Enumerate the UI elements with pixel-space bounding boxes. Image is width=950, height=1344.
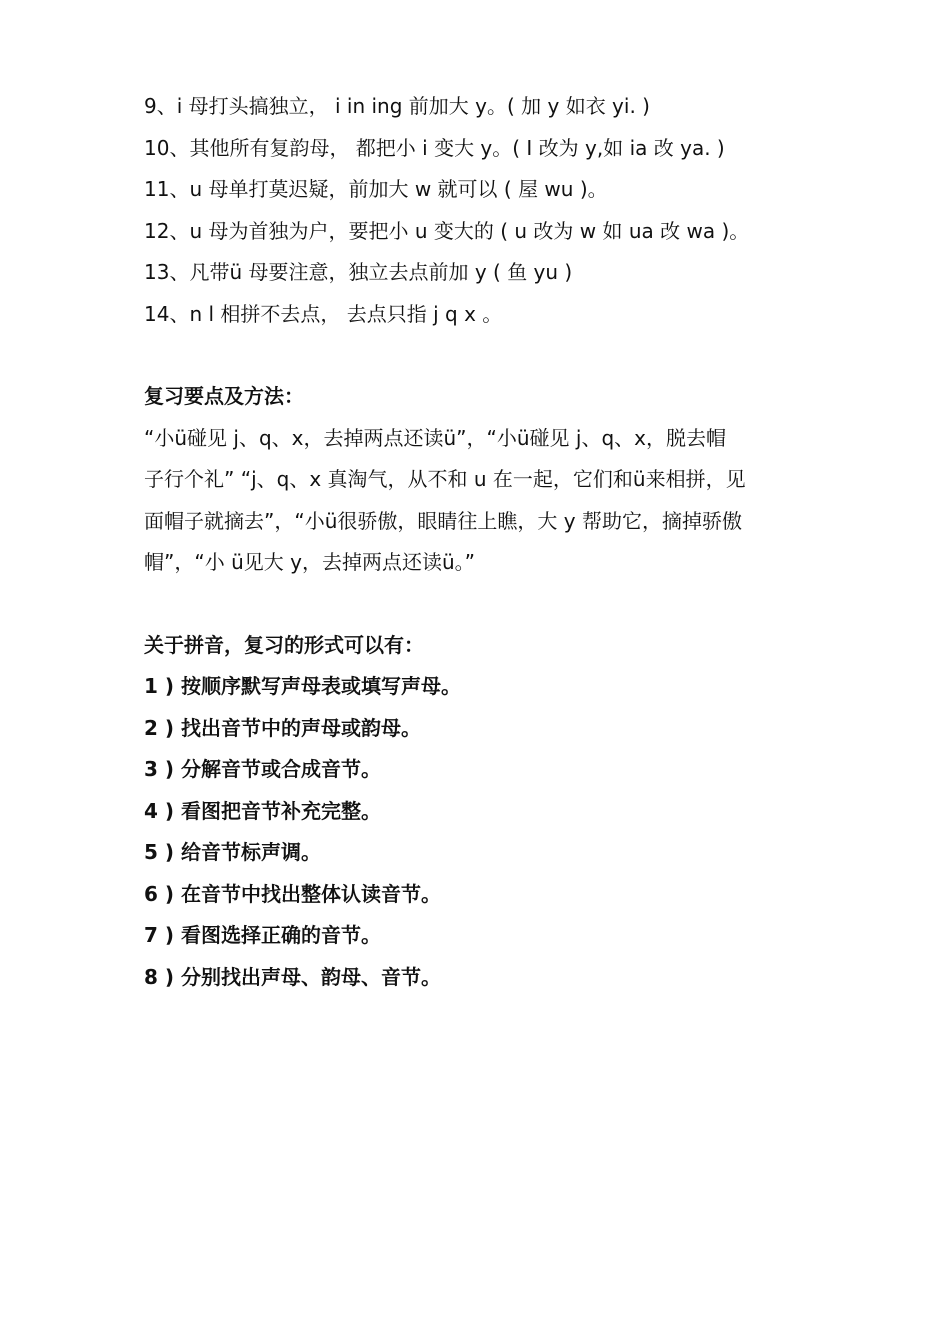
rule-line: 13、凡带ü 母要注意，独立去点前加 y ( 鱼 yu ) <box>144 260 573 284</box>
rule-line: 10、其他所有复韵母， 都把小 i 变大 y。( I 改为 y,如 ia 改 ya. ) <box>144 135 725 160</box>
review-line: “小ü碰见 j、q、x，去掉两点还读ü”，“小ü碰见 j、q、x，脱去帽 <box>144 425 727 450</box>
form-item: 3 ) 分解音节或合成音节。 <box>144 757 381 781</box>
form-item: 4 ) 看图把音节补充完整。 <box>144 798 381 823</box>
review-line: 子行个礼” “j、q、x 真淘气，从不和 u 在一起，它们和ü来相拼，见 <box>144 467 746 491</box>
review-line: 帽”，“小 ü见大 y，去掉两点还读ü。” <box>144 550 475 574</box>
rule-line: 9、i 母打头搞独立， i in ing 前加大 y。( 加 y 如衣 yi. ) <box>144 94 650 118</box>
review-heading: 复习要点及方法： <box>144 384 304 408</box>
form-item: 1 ) 按顺序默写声母表或填写声母。 <box>144 674 461 698</box>
form-item: 6 ) 在音节中找出整体认读音节。 <box>144 881 441 906</box>
forms-heading: 关于拼音，复习的形式可以有： <box>144 632 424 657</box>
form-item: 5 ) 给音节标声调。 <box>144 840 321 864</box>
document-page <box>144 86 814 998</box>
rule-line: 11、u 母单打莫迟疑，前加大 w 就可以 ( 屋 wu )。 <box>144 177 608 201</box>
rule-line: 14、n l 相拼不去点， 去点只指 j q x 。 <box>144 301 503 326</box>
spacer <box>144 335 814 376</box>
rule-line: 12、u 母为首独为户，要把小 u 变大的 ( u 改为 w 如 ua 改 wa )。 <box>144 218 750 243</box>
form-item: 2 ) 找出音节中的声母或韵母。 <box>144 715 421 740</box>
review-line: 面帽子就摘去”，“小ü很骄傲，眼睛往上瞧，大 y 帮助它，摘掉骄傲 <box>144 508 742 533</box>
form-item: 7 ) 看图选择正确的音节。 <box>144 923 381 947</box>
form-item: 8 ) 分别找出声母、韵母、音节。 <box>144 964 441 989</box>
spacer <box>144 584 814 625</box>
